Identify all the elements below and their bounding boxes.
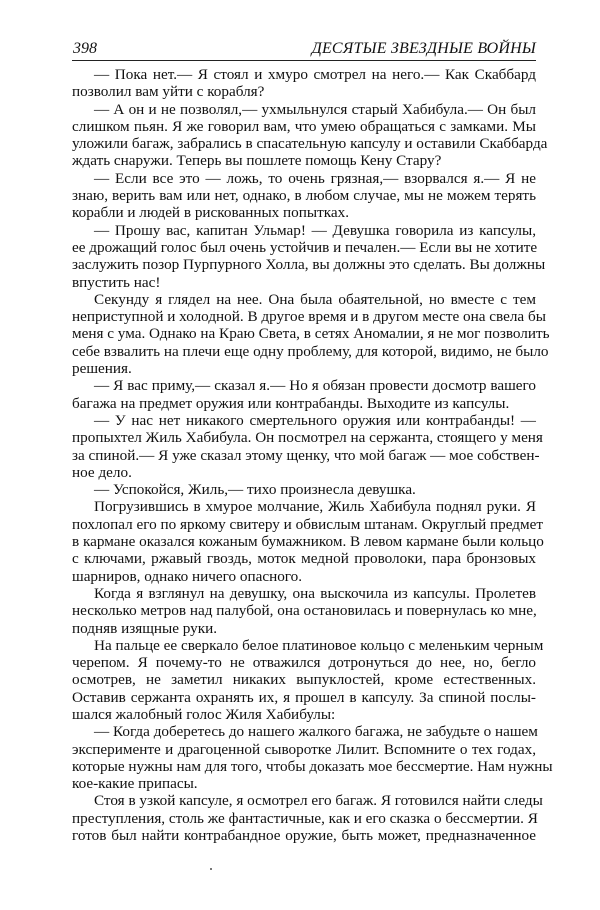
text-line: — Успокойся, Жиль,— тихо произнесла девушка.	[94, 481, 416, 499]
text-line: ное дело.	[72, 463, 132, 481]
text-line: шарниров, однако ничего опасного.	[72, 567, 303, 585]
text-line: знаю, верить вам или нет, однако, в любом случае, мы не можем терять	[72, 187, 536, 205]
text-line: кое-какие припасы.	[72, 775, 198, 793]
text-line: уложили багаж, забрались в спасательную капсулу и оставили Скаббарда	[72, 135, 548, 153]
text-line: эксперименте и драгоценной сыворотке Лилит. Вспомните о тех годах,	[72, 740, 536, 758]
text-line: осмотрев, не заметил никаких выпуклостей, кроме естественных.	[72, 671, 536, 689]
text-line: похлопал его по яркому свитеру и обвислым штанам. Округлый предмет	[72, 515, 543, 533]
text-line: ее дрожащий голос был очень устойчив и печален.— Если вы не хотите	[72, 238, 538, 256]
text-line: преступления, столь же фантастичные, как и его сказка о бессмертии. Я	[72, 809, 538, 827]
text-line: решения.	[72, 360, 132, 378]
text-line: — Когда доберетесь до нашего жалкого багажа, не забудьте о нашем	[94, 723, 538, 741]
text-line: в кармане оказался кожаным бумажником. В левом кармане были кольцо	[72, 533, 544, 551]
page-number: 398	[73, 40, 97, 57]
text-line: пропыхтел Жиль Хабибула. Он посмотрел на сержанта, стоящего у меня	[72, 429, 543, 447]
scan-speck	[210, 868, 212, 870]
text-line: Когда я взглянул на девушку, она выскочила из капсулы. Пролетев	[94, 584, 536, 602]
text-line: позволил вам уйти с корабля?	[72, 83, 265, 101]
text-line: которые нужны нам для того, чтобы доказать мое бессмертие. Нам нужны	[72, 757, 553, 775]
body-text	[72, 66, 553, 845]
text-line: готов был найти контрабандное оружие, быть может, предназначенное	[72, 827, 536, 845]
text-line: себе взвалить на плечи еще одну проблему, для которой, видимо, не было	[72, 342, 549, 360]
text-line: черепом. Я почему-то не отважился дотронуться до нее, но, бегло	[72, 654, 536, 672]
running-title: ДЕСЯТЫЕ ЗВЕЗДНЫЕ ВОЙНЫ	[311, 40, 536, 57]
text-line: Погрузившись в хмурое молчание, Жиль Хабибула поднял руки. Я	[94, 498, 536, 516]
text-line: шался жалобный голос Жиля Хабибулы:	[72, 705, 336, 723]
text-line: впустить нас!	[72, 273, 161, 291]
text-line: слишком пьян. Я же говорил вам, что умею обращаться с замками. Мы	[72, 117, 536, 135]
text-line: Секунду я глядел на нее. Она была обаятельной, но вместе с тем	[94, 290, 536, 308]
text-line: Оставив сержанта охранять их, я прошел в капсулу. За спиной послы-	[72, 688, 536, 706]
text-line: багажа на предмет оружия или контрабанды. Выходите из капсулы.	[72, 394, 510, 412]
text-line: — А он и не позволял,— ухмыльнулся старый Хабибула.— Он был	[94, 100, 536, 118]
text-line: неприступной и холодной. В другое время и в другом месте она свела бы	[72, 308, 546, 326]
text-line: подняв изящные руки.	[72, 619, 218, 637]
text-line: корабли и людей в рискованных попытках.	[72, 204, 350, 222]
text-line: несколько метров над палубой, она остановилась и повернулась ко мне,	[72, 602, 537, 620]
text-line: с ключами, ржавый гвоздь, моток медной проволоки, пара бронзовых	[72, 550, 536, 568]
text-line: меня с ума. Однако на Краю Света, в сетях Аномалии, я не мог позволить	[72, 325, 550, 343]
text-line: — Прошу вас, капитан Ульмар! — Девушка говорила из капсулы,	[94, 221, 536, 239]
text-line: ждать снаружи. Теперь вы пошлете помощь Кену Стару?	[72, 152, 442, 170]
text-line: На пальце ее сверкало белое платиновое кольцо с меленьким черным	[94, 636, 544, 654]
text-line: Стоя в узкой капсуле, я осмотрел его багаж. Я готовился найти следы	[94, 792, 543, 810]
running-header	[72, 38, 536, 61]
text-line: — Если все это — ложь, то очень грязная,— взорвался я.— Я не	[94, 169, 536, 187]
text-line: заслужить позор Пурпурного Холла, вы должны это сделать. Вы должны	[72, 256, 546, 274]
text-line: — Я вас приму,— сказал я.— Но я обязан провести досмотр вашего	[94, 377, 536, 395]
text-line: — У нас нет никакого смертельного оружия или контрабанды! —	[94, 411, 536, 429]
text-line: — Пока нет.— Я стоял и хмуро смотрел на него.— Как Скаббард	[94, 66, 536, 83]
text-line: за спиной.— Я уже сказал этому щенку, что мой багаж — мое собствен-	[72, 446, 540, 464]
